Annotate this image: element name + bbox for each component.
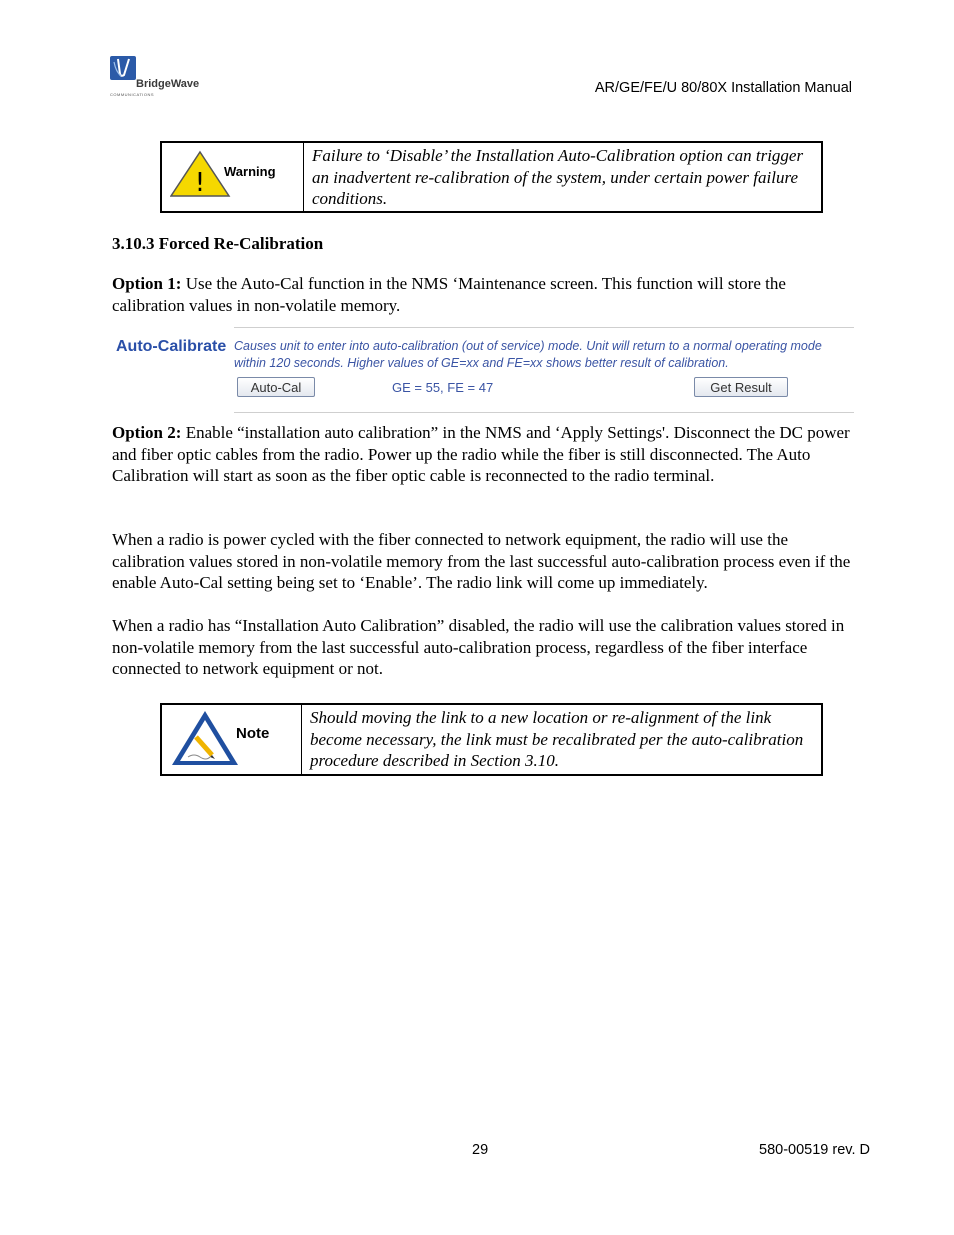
nms-bottom-divider (234, 412, 854, 413)
note-pencil-icon (170, 709, 240, 767)
warning-icon (170, 149, 232, 199)
logo-mark-icon (110, 56, 136, 80)
note-callout (160, 703, 823, 776)
note-label: Note (236, 725, 270, 742)
svg-text:!: ! (194, 168, 206, 198)
section-heading: 3.10.3 Forced Re-Calibration (112, 234, 324, 253)
autocalibrate-description: Causes unit to enter into auto-calibration (out of service) mode. Unit will return to a normal operating mode within 120 seconds. Higher values of GE=xx and FE=xx shows better result of calibration. (234, 339, 822, 370)
warning-icon-cell (162, 143, 304, 211)
warning-callout (160, 141, 823, 213)
warning-label: Warning (224, 164, 276, 179)
bridgewave-logo (110, 56, 210, 100)
option2-text: Enable “installation auto calibration” in the NMS and ‘Apply Settings'. Disconnect the DC power and fiber optic cables from the radio. Power up the radio while the fiber is still disconnected. The Auto Calibration will start as soon as the fiber optic cable is reconnected to the radio terminal. (112, 423, 850, 485)
warning-text: Failure to ‘Disable’ the Installation Auto-Calibration option can trigger an inadvertent re-calibration of the system, under certain power failure conditions. (312, 146, 804, 208)
option2-paragraph (112, 422, 858, 487)
document-revision: 580-00519 rev. D (759, 1142, 870, 1158)
option1-paragraph (112, 273, 858, 316)
logo-name: BridgeWave (136, 78, 200, 90)
disabled-paragraph: When a radio has “Installation Auto Calibration” disabled, the radio will use the calibration values stored in non-volatile memory from the last successful auto-calibration process, regardless of the fiber interface connected to network equipment or not. (112, 616, 845, 678)
page-number: 29 (472, 1142, 489, 1158)
nms-autocalibrate-panel (112, 326, 856, 414)
note-icon-cell (162, 705, 302, 774)
option2-label: Option 2: (112, 423, 182, 442)
autocalibrate-label: Auto-Calibrate (116, 338, 227, 355)
option1-label: Option 1: (112, 274, 182, 293)
calibration-values: GE = 55, FE = 47 (392, 380, 494, 395)
autocal-button[interactable]: Auto-Cal (237, 377, 315, 397)
option1-text: Use the Auto-Cal function in the NMS ‘Maintenance screen. This function will store the calibration values in non-volatile memory. (112, 274, 786, 315)
logo-subtitle: COMMUNICATIONS (110, 92, 155, 97)
manual-title: AR/GE/FE/U 80/80X Installation Manual (594, 80, 852, 96)
note-text: Should moving the link to a new location or re-alignment of the link become necessary, the link must be recalibrated per the auto-calibration procedure described in Section 3.10. (310, 708, 804, 770)
power-cycle-paragraph: When a radio is power cycled with the fiber connected to network equipment, the radio will use the calibration values stored in non-volatile memory from the last successful auto-calibration process even if the enable Auto-Cal setting being set to ‘Enable’. The radio link will come up immediately. (112, 530, 851, 592)
get-result-button[interactable]: Get Result (694, 377, 788, 397)
nms-top-divider (234, 327, 854, 328)
